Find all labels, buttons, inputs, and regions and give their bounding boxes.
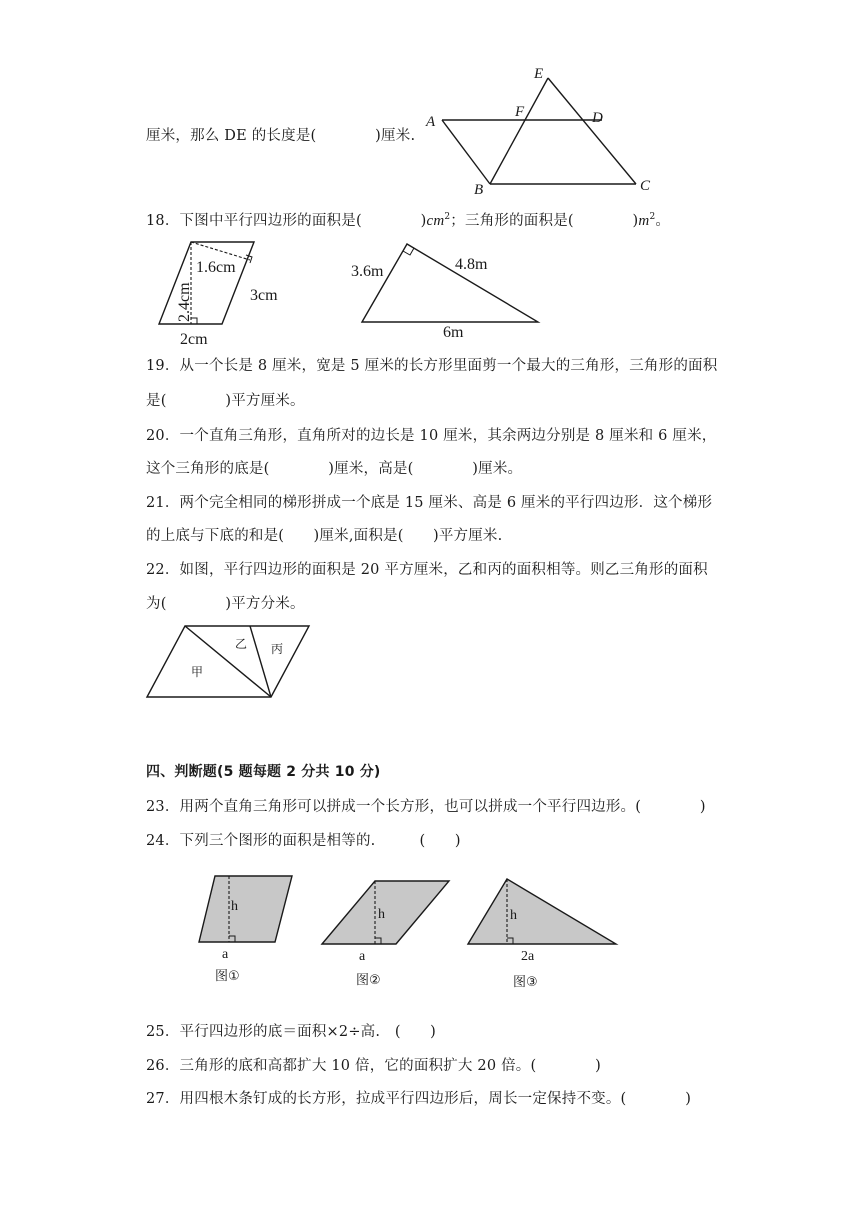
figure2-parallelogram	[322, 881, 449, 944]
label-3cm: 3cm	[250, 287, 278, 304]
q21-line2: 的上底与下底的和是( )厘米,面积是( )平方厘米.	[146, 528, 503, 544]
q17-figure	[420, 62, 660, 202]
diagonal	[185, 626, 271, 697]
q25-text: 25．平行四边形的底＝面积×2÷高. ( )	[146, 1024, 436, 1040]
label-yi: 乙	[235, 637, 248, 651]
q22-figure	[145, 622, 315, 702]
label-4-8m: 4.8m	[455, 256, 488, 273]
q24-figures	[195, 870, 625, 995]
label-e: E	[534, 66, 544, 82]
q18-unit1: cm	[426, 213, 445, 229]
height-to-side	[191, 242, 250, 260]
label-jia: 甲	[191, 665, 204, 679]
label-2-4cm: 2.4cm	[176, 282, 193, 322]
label-6m: 6m	[443, 324, 464, 341]
q22-line2: 为( )平方分米。	[146, 596, 305, 612]
figure3-triangle	[468, 879, 616, 944]
q24-text: 24．下列三个图形的面积是相等的. ( )	[146, 833, 461, 849]
section-4-heading: 四、判断题(5 题每题 2 分共 10 分)	[146, 764, 381, 780]
figure2-base-label: a	[359, 949, 366, 964]
right-triangle	[362, 244, 538, 322]
inner-line	[250, 626, 271, 697]
figure2-caption: 图②	[356, 973, 381, 988]
q18-triangle-figure	[345, 238, 545, 343]
q19-line2: 是( )平方厘米。	[146, 393, 305, 409]
label-c: C	[640, 178, 651, 194]
q19-line1: 19．从一个长是 8 厘米，宽是 5 厘米的长方形里面剪一个最大的三角形，三角形的面积	[146, 358, 718, 374]
edge-ab	[442, 120, 490, 184]
q17-tail-text: 厘米，那么 DE 的长度是( )厘米.	[146, 128, 416, 144]
label-d: D	[592, 110, 603, 126]
q18-text	[146, 209, 670, 230]
q18-exp1: 2	[444, 212, 451, 222]
label-2cm: 2cm	[180, 331, 208, 348]
q27-text: 27．用四根木条钉成的长方形，拉成平行四边形后，周长一定保持不变。( )	[146, 1091, 692, 1107]
edge-ec	[548, 78, 636, 184]
label-1-6cm: 1.6cm	[196, 259, 236, 276]
figure3-caption: 图③	[513, 975, 538, 990]
figure3-h-label: h	[510, 908, 517, 923]
parallelogram	[159, 242, 254, 324]
figure1-parallelogram	[199, 876, 292, 942]
label-a: A	[426, 114, 436, 130]
figure1-h-label: h	[231, 899, 238, 914]
q18-part3: 。	[655, 213, 671, 229]
q18-part2: ；三角形的面积是( )	[450, 213, 639, 229]
figure2-h-label: h	[378, 907, 385, 922]
q18-unit2: m	[638, 213, 650, 229]
label-b: B	[474, 182, 484, 198]
q20-line1: 20．一个直角三角形，直角所对的边长是 10 厘米，其余两边分别是 8 厘米和 6 厘米，	[146, 428, 717, 444]
q18-parallelogram-figure	[150, 238, 300, 348]
q23-text: 23．用两个直角三角形可以拼成一个长方形，也可以拼成一个平行四边形。( )	[146, 799, 706, 815]
label-f: F	[515, 104, 525, 120]
q22-line1: 22．如图，平行四边形的面积是 20 平方厘米，乙和丙的面积相等。则乙三角形的面积	[146, 562, 708, 578]
q21-line1: 21．两个完全相同的梯形拼成一个底是 15 厘米、高是 6 厘米的平行四边形．这个梯形	[146, 495, 713, 511]
label-bing: 丙	[271, 642, 284, 656]
q18-exp2: 2	[649, 212, 656, 222]
figure1-caption: 图①	[215, 969, 240, 984]
q26-text: 26．三角形的底和高都扩大 10 倍，它的面积扩大 20 倍。( )	[146, 1058, 602, 1074]
q20-line2: 这个三角形的底是( )厘米，高是( )厘米。	[146, 461, 523, 477]
figure1-base-label: a	[222, 947, 229, 962]
figure3-base-label: 2a	[521, 949, 535, 964]
edge-be	[490, 78, 548, 184]
label-3-6m: 3.6m	[351, 263, 384, 280]
q18-part1: 18．下图中平行四边形的面积是( )	[146, 213, 427, 229]
